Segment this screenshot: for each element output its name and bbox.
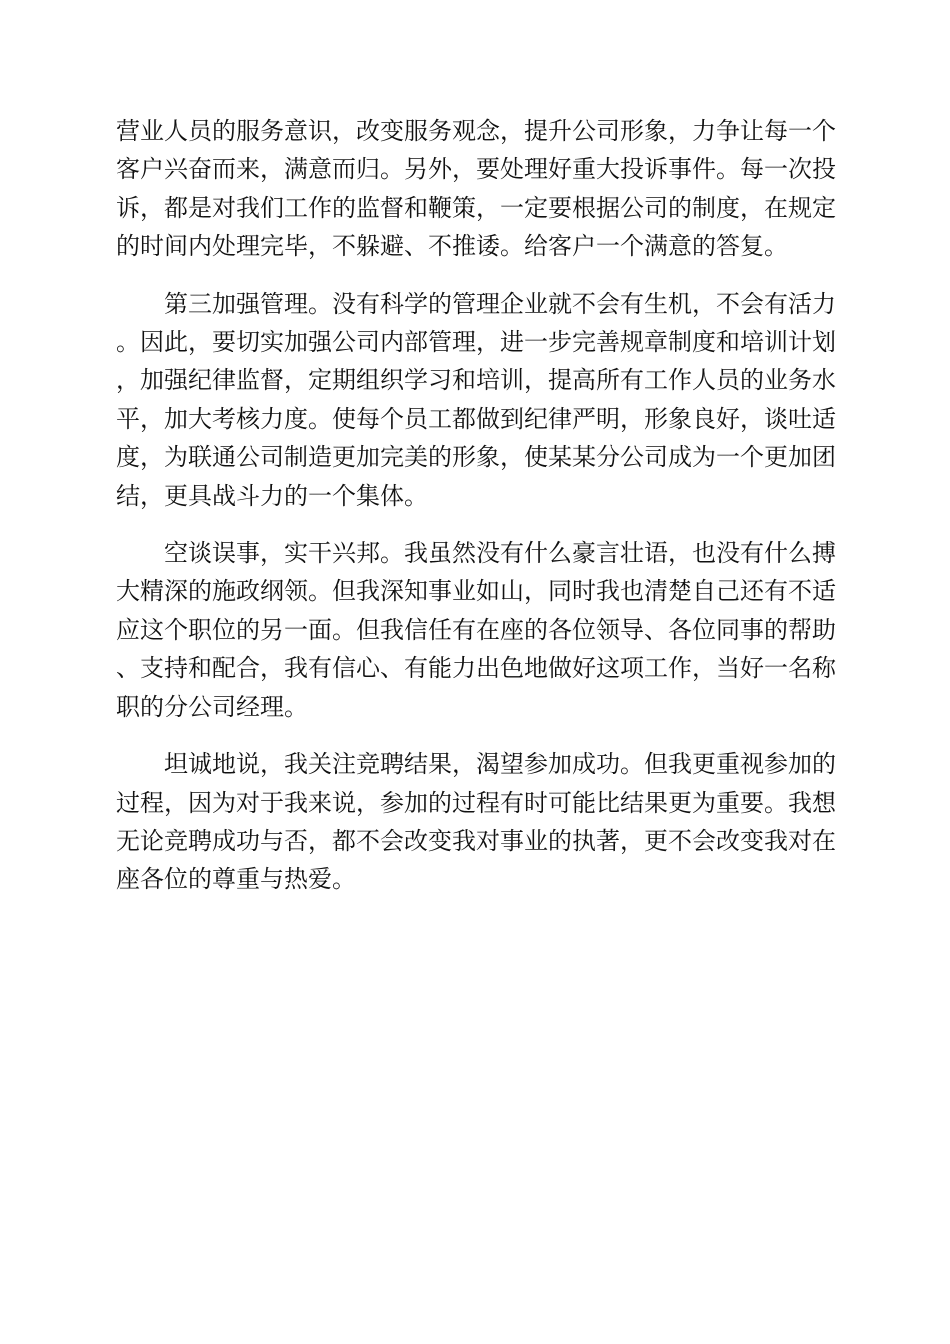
paragraph-continuation: 营业人员的服务意识，改变服务观念，提升公司形象，力争让每一个客户兴奋而来，满意而归。另外，要处理好重大投诉事件。每一次投诉，都是对我们工作的监督和鞭策，一定要根据公司的制度，在规定的时间内处理完毕，不躲避、不推诿。给客户一个满意的答复。 — [116, 117, 836, 261]
document-body — [116, 112, 836, 899]
paragraph-hard-work: 空谈误事，实干兴邦。我虽然没有什么豪言壮语，也没有什么搏大精深的施政纲领。但我深知事业如山，同时我也清楚自己还有不适应这个职位的另一面。但我信任有在座的各位领导、各位同事的帮助、支持和配合，我有信心、有能力出色地做好这项工作，当好一名称职的分公司经理。 — [116, 539, 836, 721]
paragraph-strengthen-management: 第三加强管理。没有科学的管理企业就不会有生机，不会有活力。因此，要切实加强公司内部管理，进一步完善规章制度和培训计划，加强纪律监督，定期组织学习和培训，提高所有工作人员的业务水平，加大考核力度。使每个员工都做到纪律严明，形象良好，谈吐适度，为联通公司制造更加完美的形象，使某某分公司成为一个更加团结，更具战斗力的一个集体。 — [116, 289, 836, 510]
paragraph-closing: 坦诚地说，我关注竞聘结果，渴望参加成功。但我更重视参加的过程，因为对于我来说，参加的过程有时可能比结果更为重要。我想无论竞聘成功与否，都不会改变我对事业的执著，更不会改变我对在座各位的尊重与热爱。 — [116, 750, 836, 894]
